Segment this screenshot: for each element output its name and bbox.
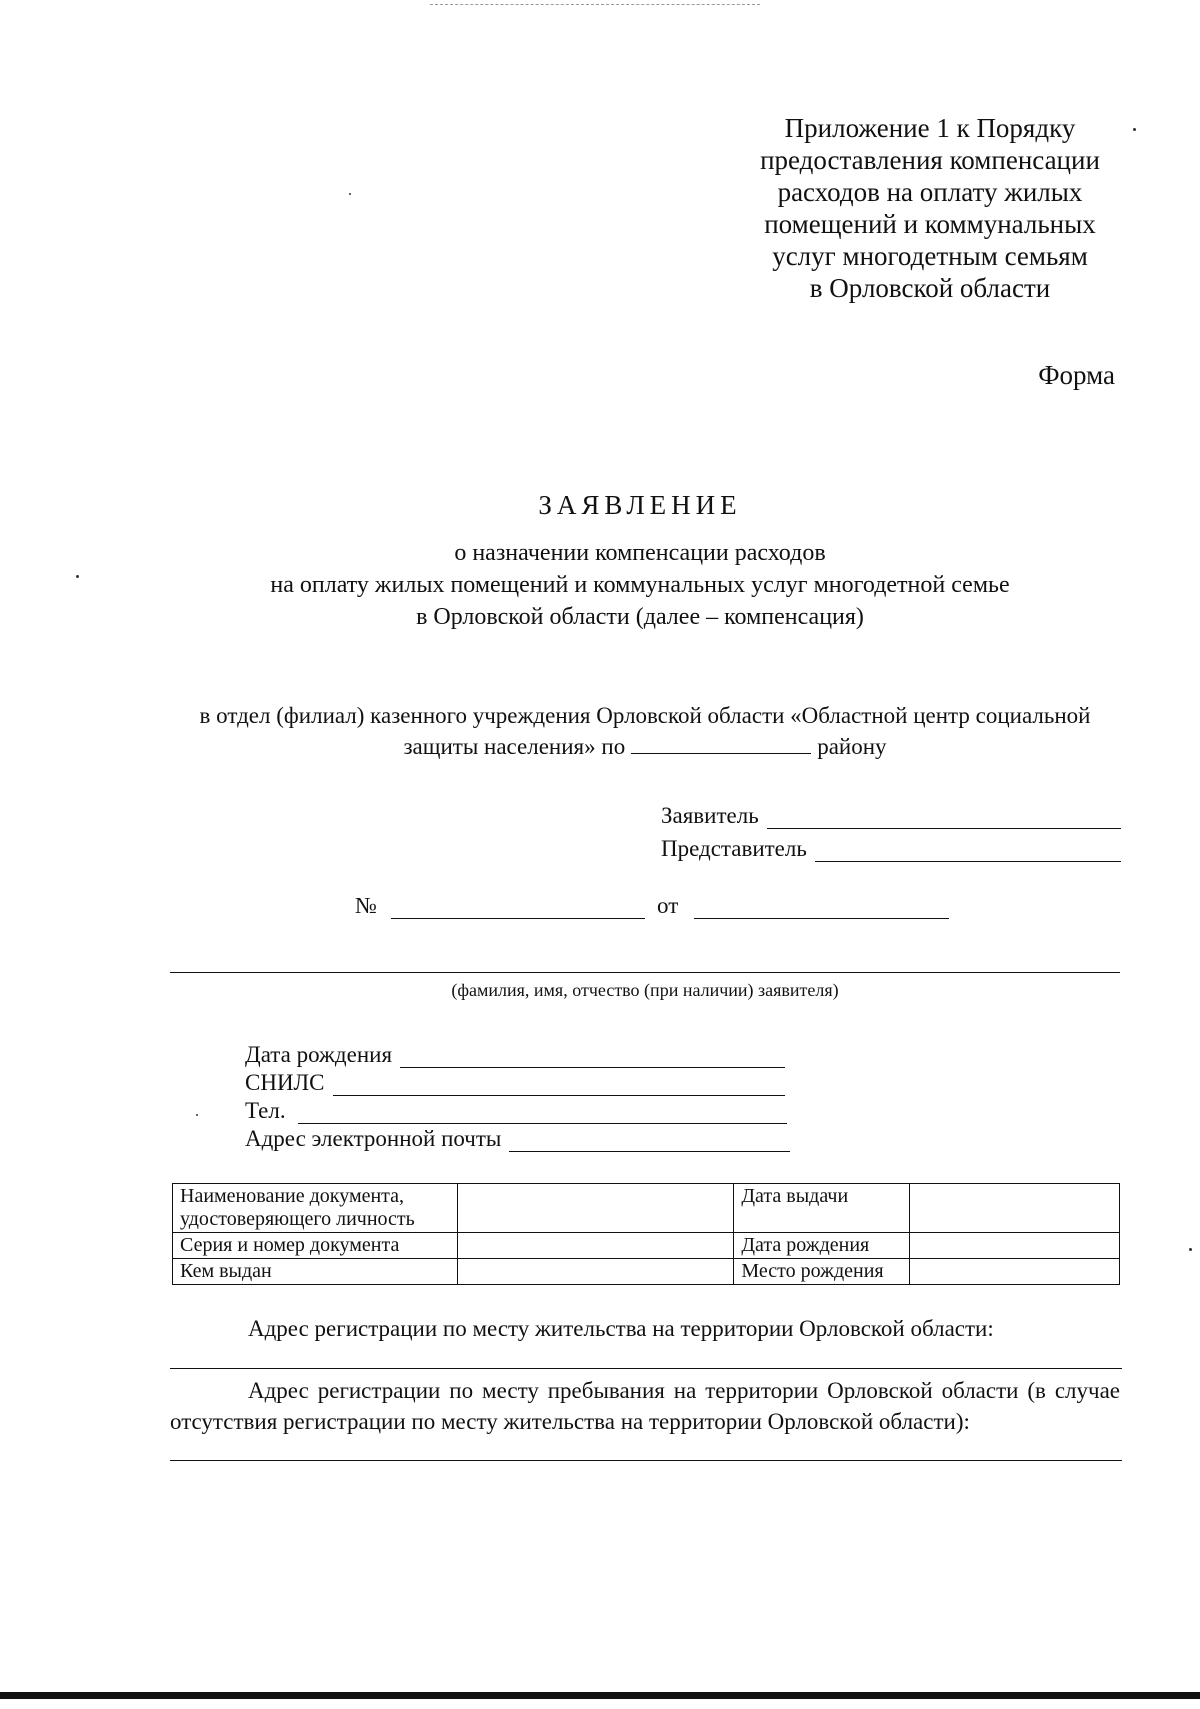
subtitle-line: в Орловской области (далее – компенсация) [416,604,864,630]
applicant-input[interactable] [767,808,1121,829]
department-suffix: району [817,734,887,759]
table-row [173,1184,1120,1233]
department-line-2 [170,731,1120,762]
appendix-header [745,112,1115,304]
appendix-line: услуг многодетным семьям [772,241,1088,271]
fullname-caption: (фамилия, имя, отчество (при наличии) заявителя) [451,980,839,1000]
snils-field [245,1070,785,1096]
table-cell-label: Дата выдачи [734,1184,910,1233]
department-block [170,700,1120,762]
table-cell-label: Место рождения [734,1259,910,1285]
table-row [173,1233,1120,1259]
table-cell-value[interactable] [457,1184,734,1233]
phone-field [245,1098,787,1124]
snils-label: СНИЛС [245,1070,325,1095]
representative-field [661,836,1121,862]
stay-address-label: Адрес регистрации по месту пребывания на территории Орловской области (в случае отсутствия регистрации по месту жительства на территории Орловской области): [170,1378,1120,1434]
scan-edge-top [430,4,760,5]
table-cell-value[interactable] [910,1259,1120,1285]
birth-date-field [245,1042,785,1068]
fullname-input[interactable] [170,972,1120,973]
appendix-line: расходов на оплату жилых [777,177,1083,207]
residence-address-label: Адрес регистрации по месту жительства на территории Орловской области: [248,1316,994,1341]
email-input[interactable] [509,1131,790,1152]
identity-document-table [172,1183,1120,1285]
table-cell-label: Дата рождения [734,1233,910,1259]
birth-date-input[interactable] [400,1047,785,1068]
appendix-line: в Орловской области [809,273,1051,303]
scan-edge-bottom [0,1692,1200,1699]
department-prefix: защиты населения» по [403,734,626,759]
document-title: ЗАЯВЛЕНИЕ [538,490,742,520]
subtitle-line: на оплату жилых помещений и коммунальных услуг многодетной семье [270,572,1010,598]
birth-date-label: Дата рождения [245,1042,393,1067]
scan-speck [349,193,351,195]
stay-address-input[interactable] [170,1460,1122,1461]
phone-input[interactable] [298,1103,787,1124]
scan-speck [196,1114,198,1116]
table-cell-value[interactable] [910,1184,1120,1233]
residence-address-input[interactable] [170,1368,1122,1369]
form-label: Форма [1038,360,1115,390]
representative-input[interactable] [815,841,1121,862]
table-cell-label: Кем выдан [173,1259,458,1285]
registration-date-field [657,893,949,919]
table-row [173,1259,1120,1285]
snils-input[interactable] [333,1075,785,1096]
document-subtitle [0,537,1200,633]
number-label: № [355,893,377,918]
registration-date-input[interactable] [694,898,949,919]
table-cell-label: Серия и номер документа [173,1233,458,1259]
department-line: в отдел (филиал) казенного учреждения Орловской области «Областной центр социальной [199,703,1091,728]
appendix-line: предоставления компенсации [760,145,1100,175]
table-cell-value[interactable] [910,1233,1120,1259]
table-cell-value[interactable] [457,1259,734,1285]
registration-number-field [355,893,645,919]
phone-label: Тел. [245,1098,286,1123]
applicant-field [661,803,1121,829]
table-cell-value[interactable] [457,1233,734,1259]
scan-speck [1133,128,1136,131]
district-field[interactable] [631,731,811,754]
representative-label: Представитель [661,836,807,861]
date-label: от [657,893,679,918]
table-cell-label: Наименование документа, удостоверяющего личность [173,1184,458,1233]
registration-number-input[interactable] [391,898,645,919]
scan-speck [1189,1248,1192,1251]
email-field [245,1126,790,1152]
email-label: Адрес электронной почты [245,1126,502,1151]
appendix-line: Приложение 1 к Порядку [784,113,1076,143]
applicant-label: Заявитель [661,803,759,828]
subtitle-line: о назначении компенсации расходов [454,540,826,566]
appendix-line: помещений и коммунальных [764,209,1096,239]
